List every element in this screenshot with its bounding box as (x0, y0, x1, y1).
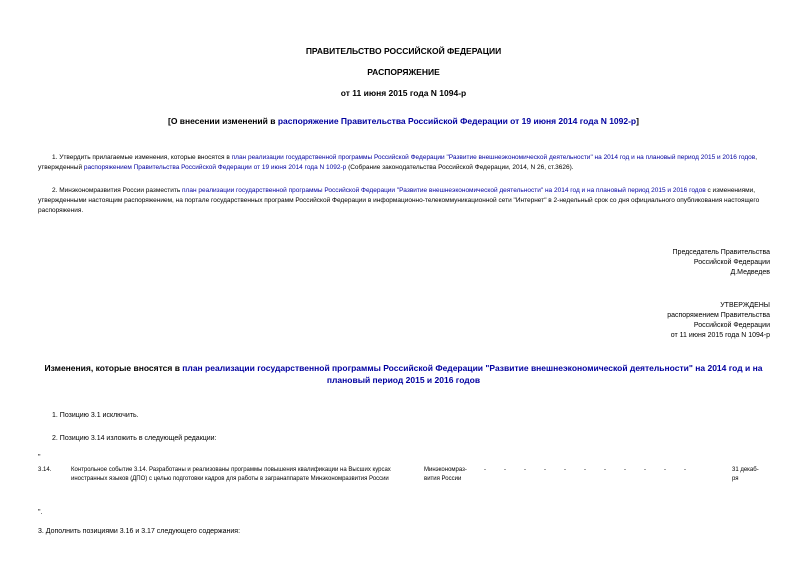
dash: - (524, 467, 526, 473)
quote-open: " (38, 454, 41, 461)
p2-link-plan[interactable]: план реализации государственной программы Российской Федерации "Развитие внешнеэкономической деятельности" на 2014 год и на плановый период 2015 и 2016 годов (182, 187, 706, 194)
dash: - (584, 467, 586, 473)
dash: - (664, 467, 666, 473)
dash: - (624, 467, 626, 473)
p2-text-2: с изменениями, утвержденными настоящим распоряжением, на портале государственных программ Российской Федерации в информационно-телекоммуникационной сети "Интернет" в 2-недельный срок со дня официального опубликования настоящего распоряжения. (38, 187, 760, 214)
p1-text-1: 1. Утвердить прилагаемые изменения, которые вносятся в (52, 154, 232, 161)
signature-name: Д.Медведев (730, 269, 770, 276)
p1-link-order[interactable]: распоряжением Правительства Российской Федерации от 19 июня 2014 года N 1092-р (83, 164, 347, 171)
signature-line-2: Российской Федерации (693, 259, 770, 266)
changes-title (0, 362, 807, 386)
approval-block (560, 301, 770, 341)
dash: - (544, 467, 546, 473)
p2-text-1: 2. Минэкономразвития России разместить (52, 187, 183, 194)
item-2: 2. Позицию 3.14 изложить в следующей редакции: (52, 435, 217, 442)
row-executor: Минэкономраз-вития России (424, 467, 467, 482)
approval-line-4: от 11 июня 2015 года N 1094-р (670, 332, 770, 339)
p1-text-2: , утвержденный (38, 154, 758, 171)
paragraph-1 (38, 153, 771, 173)
title-open: [О внесении изменений в (168, 116, 278, 126)
dash: - (504, 467, 506, 473)
signature-block (560, 248, 770, 278)
signature-line-1: Председатель Правительства (672, 249, 770, 256)
changes-title-link[interactable]: план реализации государственной программы Российской Федерации "Развитие внешнеэкономической деятельности" на 2014 год и на плановый период 2015 и 2016 годов (182, 363, 763, 385)
dash: - (644, 467, 646, 473)
title-link[interactable]: распоряжение Правительства Российской Федерации от 19 июня 2014 года N 1092-р (277, 116, 637, 126)
row-date: 31 декаб-ря (732, 467, 759, 482)
document-title (0, 116, 807, 126)
document-type: РАСПОРЯЖЕНИЕ (367, 67, 440, 77)
dash: - (564, 467, 566, 473)
government-name: ПРАВИТЕЛЬСТВО РОССИЙСКОЙ ФЕДЕРАЦИИ (305, 46, 502, 56)
row-number: 3.14. (38, 467, 52, 473)
row-description: Контрольное событие 3.14. Разработаны и реализованы программы повышения квалификации на Высших курсах иностранных языков (ДПО) с целью подготовки кадров для работы в загранаппарате Минэкономразвития России (71, 467, 391, 482)
dash: - (684, 467, 686, 473)
quote-close: ". (38, 509, 43, 516)
p1-text-3: (Собрание законодательства Российской Федерации, 2014, N 26, ст.3626). (346, 164, 574, 171)
p1-link-plan[interactable]: план реализации государственной программы Российской Федерации "Развитие внешнеэкономической деятельности" на 2014 год и на плановый период 2015 и 2016 годов (231, 154, 756, 161)
approval-line-2: распоряжением Правительства (667, 312, 770, 319)
document-date-number: от 11 июня 2015 года N 1094-р (340, 88, 467, 98)
item-1: 1. Позицию 3.1 исключить. (52, 412, 139, 419)
dash: - (484, 467, 486, 473)
approval-line-3: Российской Федерации (693, 322, 770, 329)
paragraph-2 (38, 186, 771, 216)
item-3: 3. Дополнить позициями 3.16 и 3.17 следующего содержания: (38, 528, 241, 535)
title-close: ] (636, 116, 639, 126)
approval-line-1: УТВЕРЖДЕНЫ (720, 302, 770, 309)
dash: - (604, 467, 606, 473)
changes-title-text: Изменения, которые вносятся в (44, 363, 183, 373)
